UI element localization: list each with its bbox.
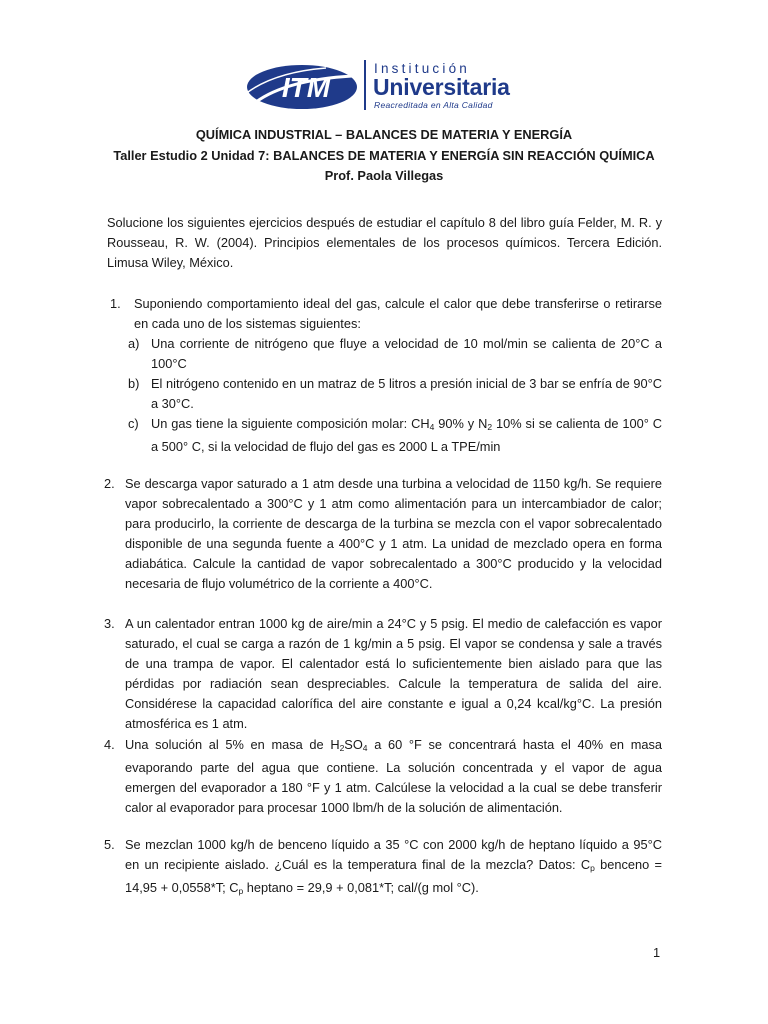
- page-number: 1: [653, 945, 661, 960]
- problem-5-text: Se mezclan 1000 kg/h de benceno líquido a 35 °C con 2000 kg/h de heptano líquido a 95°C en un recipiente aislado. ¿Cuál es la temperatura final de la mezcla? Datos: $C_p$ benceno = 14,95 + 0,0558*T; $C_p$ heptano = 29,9 + 0,081*T; cal/(g mol °C).: [125, 837, 662, 896]
- professor-name: Prof. Paola Villegas: [324, 168, 444, 183]
- itm-logo-icon: [246, 62, 358, 112]
- workshop-title: Taller Estudio 2 Unidad 7: BALANCES DE MATERIA Y ENERGÍA SIN REACCIÓN QUÍMICA: [113, 148, 655, 163]
- problem-1-text: Suponiendo comportamiento ideal del gas, calcule el calor que debe transferirse o retirarse en cada uno de los sistemas siguientes:: [134, 296, 662, 331]
- logo-line-institucion: Institución: [374, 61, 470, 76]
- course-title: QUÍMICA INDUSTRIAL – BALANCES DE MATERIA Y ENERGÍA: [195, 127, 573, 142]
- logo-line-reacreditada: Reacreditada en Alta Calidad: [374, 100, 493, 110]
- problem-5-number: 5.: [104, 837, 115, 852]
- problem-1-c-text: Un gas tiene la siguiente composición molar: $CH_4$ 90% y $N_2$ 10% si se calienta de 100° C a 500° C, si la velocidad de flujo del gas es 2000 L a TPE/min: [151, 416, 663, 454]
- institution-logo: [246, 60, 536, 112]
- problem-3-text: A un calentador entran 1000 kg de aire/min a 24°C y 5 psig. El medio de calefacción es vapor saturado, el cual se carga a razón de 1 kg/min a 5 psig. El vapor se condensa y sale a través de una trampa de vapor. El calentador está lo suficientemente bien aislado para que las pérdidas por radiación sean despreciables. Calcule la temperatura de salida del aire. Considérese la capacidad calorífica del aire constante e igual a 0,24 kcal/kg°C. La presión atmosférica es 1 atm.: [125, 616, 662, 731]
- problem-1-a-text: Una corriente de nitrógeno que fluye a velocidad de 10 mol/min se calienta de 20°C a 100°C: [151, 336, 662, 371]
- problem-2-text: Se descarga vapor saturado a 1 atm desde una turbina a velocidad de 1150 kg/h. Se requiere vapor sobrecalentado a 300°C y 1 atm como alimentación para un intercambiador de calor; para producirlo, la corriente de descarga de la turbina se mezcla con el vapor sobrecalentado disponible de una segunda fuente a 400°C y 1 atm. La unidad de mezclado opera en forma adiabática. Calcule la cantidad de vapor sobrecalentado a 300°C producido y la velocidad necesaria de flujo volumétrico de la corriente a 400°C.: [125, 476, 662, 591]
- problem-1-a-letter: a): [128, 336, 140, 351]
- problem-1-c-letter: c): [128, 416, 139, 431]
- logo-line-universitaria: Universitaria: [373, 74, 510, 100]
- problem-1-number: 1.: [110, 296, 121, 311]
- problem-4-number: 4.: [104, 737, 115, 752]
- intro-paragraph: Solucione los siguientes ejercicios después de estudiar el capítulo 8 del libro guía Felder, M. R. y Rousseau, R. W. (2004). Principios elementales de los procesos químicos. Tercera Edición. Limusa Wiley, México.: [107, 215, 662, 270]
- problem-4-text: Una solución al 5% en masa de $H_2SO_4$ a 60 °F se concentrará hasta el 40% en masa evaporando parte del agua que contiene. La solución concentrada y el vapor de agua emergen del evaporador a 180 °F y 1 atm. Calcúlese la velocidad a la cual se debe transferir calor al evaporador para procesar 1000 lbm/h de la solución de alimentación.: [125, 737, 662, 815]
- problem-3-number: 3.: [104, 616, 115, 631]
- logo-divider: [364, 60, 366, 110]
- problem-2-number: 2.: [104, 476, 115, 491]
- problem-1-b-text: El nitrógeno contenido en un matraz de 5 litros a presión inicial de 3 bar se enfría de 90°C a 30°C.: [151, 376, 662, 411]
- problem-1-b-letter: b): [128, 376, 140, 391]
- logo-mark-text: ITM: [281, 72, 331, 103]
